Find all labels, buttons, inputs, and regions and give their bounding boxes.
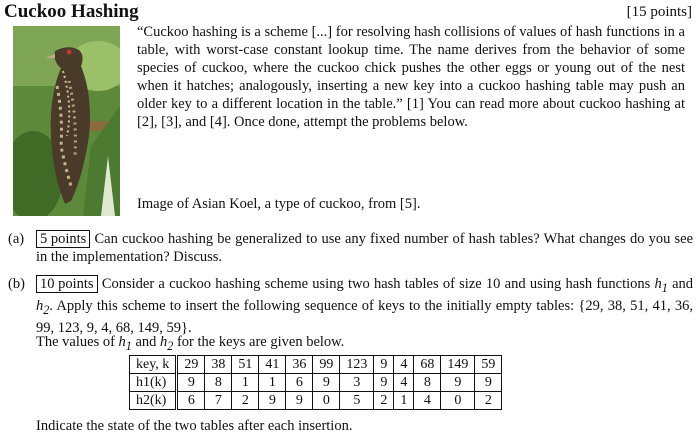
h2-symbol-2: $h_2$ — [160, 334, 174, 353]
problem-a-label: (a) — [8, 231, 25, 247]
table-cell: 59 — [475, 356, 502, 374]
h2-header: h2(k) — [130, 392, 177, 410]
table-cell: 8 — [205, 374, 232, 392]
final-instruction: Indicate the state of the two tables after each insertion. — [36, 418, 353, 434]
table-cell: 0 — [313, 392, 340, 410]
problem-b-text-3: . Apply this scheme to insert the following sequence of keys to the initially empty tables: {29, 38, 51, 41, 36, 99, 123, 9, 4, 68, 149, 59}. — [36, 297, 693, 336]
table-cell: 9 — [475, 374, 502, 392]
table-cell: 9 — [374, 356, 394, 374]
table-cell: 9 — [313, 374, 340, 392]
table-cell: 29 — [177, 356, 205, 374]
table-cell: 4 — [394, 374, 414, 392]
table-cell: 9 — [259, 392, 286, 410]
problem-b-text-1: Consider a cuckoo hashing scheme using two hash tables of size 10 and using hash functions — [101, 276, 651, 292]
table-cell: 9 — [374, 374, 394, 392]
problem-b — [8, 275, 693, 337]
page-title: Cuckoo Hashing — [4, 1, 139, 22]
table-cell: 9 — [441, 374, 475, 392]
problem-b-points: 10 points — [36, 275, 98, 293]
image-caption: Image of Asian Koel, a type of cuckoo, from [5]. — [137, 196, 421, 212]
table-cell: 8 — [414, 374, 441, 392]
table-cell: 1 — [394, 392, 414, 410]
table-cell: 9 — [286, 392, 313, 410]
h1-symbol: $h_1$ — [654, 276, 668, 295]
problem-a — [8, 230, 693, 266]
table-cell: 68 — [414, 356, 441, 374]
table-cell: 7 — [205, 392, 232, 410]
problem-b-text-2: and — [672, 276, 694, 292]
table-cell: 38 — [205, 356, 232, 374]
table-cell: 6 — [286, 374, 313, 392]
problem-a-points: 5 points — [36, 230, 90, 248]
hash-values-table — [129, 355, 502, 410]
h1-header: h1(k) — [130, 374, 177, 392]
table-cell: 9 — [177, 374, 205, 392]
intro-paragraph: “Cuckoo hashing is a scheme [...] for resolving hash collisions of values of hash functions in a table, with worst-case constant lookup time. The name derives from the behavior of some species of cuckoo, where the cuckoo chick pushes the other eggs or young out of the nest when it hatches; analogously, inserting a new key into a cuckoo hashing table may push an older key to a different location in the table.” [1] You can read more about cuckoo hashing at [2], [3], and [4]. Once done, attempt the problems below. — [137, 24, 685, 130]
table-cell: 3 — [340, 374, 374, 392]
table-cell: 1 — [232, 374, 259, 392]
problem-b-label: (b) — [8, 276, 25, 292]
table-cell: 51 — [232, 356, 259, 374]
table-row-h2 — [130, 392, 502, 410]
table-cell: 1 — [259, 374, 286, 392]
table-cell: 41 — [259, 356, 286, 374]
table-cell: 2 — [475, 392, 502, 410]
table-cell: 123 — [340, 356, 374, 374]
h1-symbol-2: $h_1$ — [118, 334, 132, 353]
table-cell: 6 — [177, 392, 205, 410]
problem-a-text: Can cuckoo hashing be generalized to use any fixed number of hash tables? What changes do you see in the implementation? Discuss. — [36, 231, 694, 265]
table-cell: 2 — [374, 392, 394, 410]
table-cell: 149 — [441, 356, 475, 374]
table-cell: 99 — [313, 356, 340, 374]
table-cell: 4 — [414, 392, 441, 410]
values-intro: The values of $h_1$ and $h_2$ for the keys are given below. — [36, 334, 345, 353]
table-cell: 5 — [340, 392, 374, 410]
table-cell: 36 — [286, 356, 313, 374]
h2-symbol: $h_2$ — [36, 297, 50, 317]
total-points: [15 points] — [626, 4, 692, 20]
table-cell: 0 — [441, 392, 475, 410]
key-header: key, k — [130, 356, 177, 374]
table-cell: 4 — [394, 356, 414, 374]
table-row-keys — [130, 356, 502, 374]
table-cell: 2 — [232, 392, 259, 410]
asian-koel-photo — [13, 26, 120, 216]
table-row-h1 — [130, 374, 502, 392]
